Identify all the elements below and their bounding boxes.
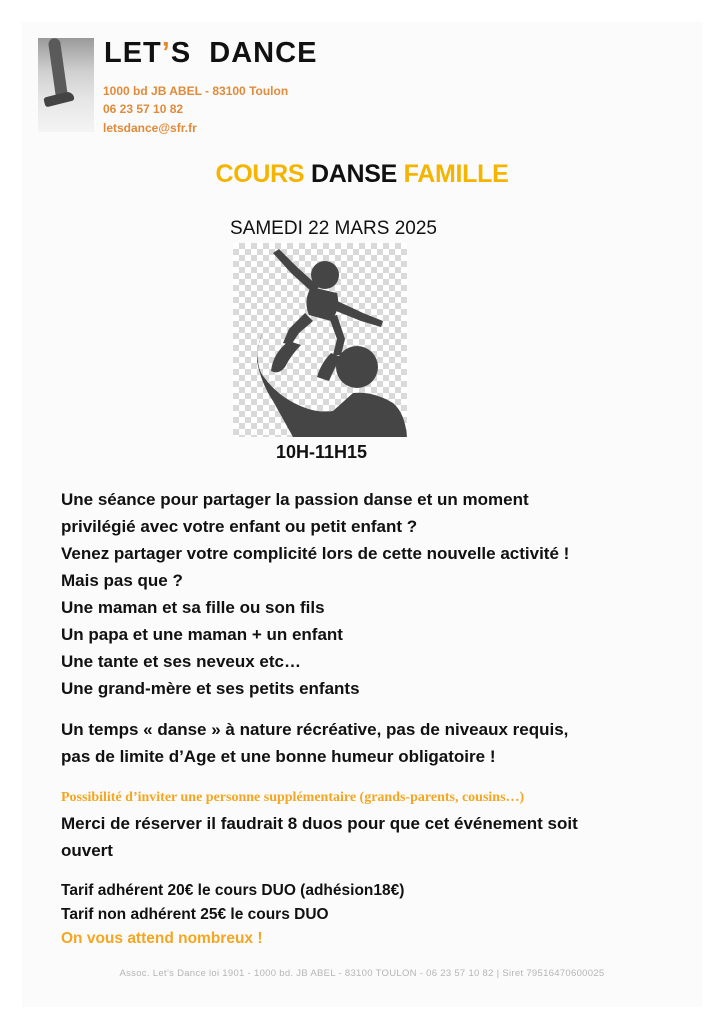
paragraph-1-line: Venez partager votre complicité lors de cette nouvelle activité ! — [61, 544, 570, 563]
paragraph-1-line: Un papa et une maman + un enfant — [61, 625, 343, 644]
reservation-line: Merci de réserver il faudrait 8 duos pour que cet événement soit — [61, 814, 578, 833]
email-link[interactable]: letsdance@sfr.fr — [103, 121, 197, 135]
brand-apostrophe: ’ — [161, 37, 171, 69]
paragraph-1-line: Une tante et ses neveux etc… — [61, 652, 301, 671]
tarif-member: Tarif adhérent 20€ le cours DUO (adhésion18€) — [61, 882, 405, 899]
paragraph-2-line: Un temps « danse » à nature récréative, pas de niveaux requis, — [61, 720, 569, 739]
silhouette-graphic — [233, 243, 407, 437]
dancer-logo-image — [38, 38, 94, 132]
title-part-cours: COURS — [215, 160, 311, 188]
event-date: SAMEDI 22 MARS 2025 — [230, 218, 437, 239]
address: 1000 bd JB ABEL - 83100 Toulon — [103, 84, 289, 98]
brand-name — [104, 37, 317, 69]
phone: 06 23 57 10 82 — [103, 102, 184, 116]
title-part-danse: DANSE — [310, 160, 404, 188]
brand-name-part: S DANCE — [170, 37, 318, 69]
footer-legal: Assoc. Let’s Dance loi 1901 - 1000 bd. JB ABEL - 83100 TOULON - 06 23 57 10 82 | Siret 79516470600025 — [119, 968, 605, 979]
event-time: 10H-11H15 — [276, 442, 368, 462]
paragraph-1-line: Mais pas que ? — [61, 571, 183, 590]
paragraph-1-line: Une maman et sa fille ou son fils — [61, 598, 325, 617]
reservation-line: ouvert — [61, 841, 113, 860]
brand-name-part: LET — [104, 37, 162, 69]
closing-line: On vous attend nombreux ! — [61, 930, 263, 947]
paragraph-1-line: Une grand-mère et ses petits enfants — [61, 679, 360, 698]
paragraph-1-line: privilégié avec votre enfant ou petit enfant ? — [61, 517, 418, 536]
logo-pointe-shoe-shape — [43, 91, 75, 108]
tarif-non-member: Tarif non adhérent 25€ le cours DUO — [61, 906, 329, 923]
paragraph-2-line: pas de limite d’Age et une bonne humeur obligatoire ! — [61, 747, 496, 766]
invite-note: Possibilité d’inviter une personne supplémentaire (grands-parents, cousins…) — [61, 790, 525, 805]
title-part-famille: FAMILLE — [403, 160, 509, 188]
paragraph-1-line: Une séance pour partager la passion danse et un moment — [61, 490, 529, 509]
parent-child-silhouette-image — [233, 243, 407, 437]
page-title — [0, 160, 724, 189]
